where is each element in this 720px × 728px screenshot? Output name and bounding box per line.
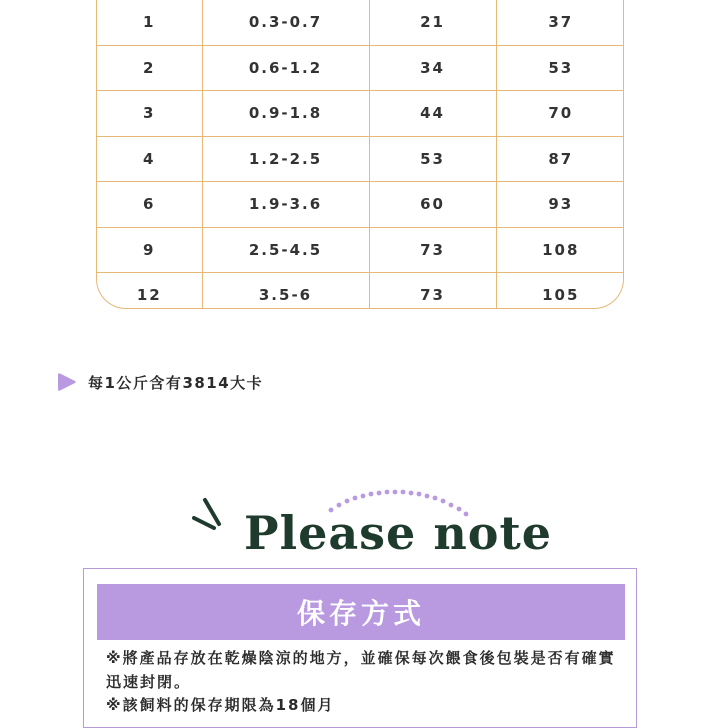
- table-cell: 12: [97, 273, 202, 310]
- table-cell: 4: [97, 136, 202, 182]
- table-row: [97, 45, 624, 91]
- table-cell: 1.2-2.5: [202, 136, 369, 182]
- table-row: [97, 0, 624, 45]
- storage-title: 保存方式: [296, 597, 425, 630]
- table-cell: 3: [97, 91, 202, 137]
- table-cell: 87: [496, 136, 624, 182]
- table-cell: 93: [496, 182, 624, 228]
- table-cell: 2.5-4.5: [202, 227, 369, 273]
- feeding-table: [96, 0, 624, 309]
- table-cell: 0.9-1.8: [202, 91, 369, 137]
- storage-title-bar: [97, 584, 625, 640]
- table-cell: 3.5-6: [202, 273, 369, 310]
- storage-box: [83, 568, 637, 728]
- table-cell: 37: [496, 0, 624, 45]
- table-cell: 2: [97, 45, 202, 91]
- table-cell: 60: [369, 182, 496, 228]
- feeding-table-grid: [97, 0, 624, 309]
- table-cell: 108: [496, 227, 624, 273]
- table-cell: 53: [496, 45, 624, 91]
- calorie-text: 每1公斤含有3814大卡: [88, 373, 264, 392]
- storage-line: ※將產品存放在乾燥陰涼的地方，並確保每次餵食後包裝是否有確實迅速封閉。: [106, 649, 616, 691]
- table-cell: 1: [97, 0, 202, 45]
- storage-line: ※該飼料的保存期限為18個月: [106, 696, 335, 714]
- play-triangle-icon: [56, 371, 78, 393]
- table-cell: 70: [496, 91, 624, 137]
- storage-text: [106, 647, 626, 718]
- table-cell: 73: [369, 227, 496, 273]
- table-cell: 1.9-3.6: [202, 182, 369, 228]
- table-row: [97, 91, 624, 137]
- table-row: [97, 227, 624, 273]
- table-cell: 6: [97, 182, 202, 228]
- table-cell: 9: [97, 227, 202, 273]
- table-cell: 0.3-0.7: [202, 0, 369, 45]
- table-cell: 21: [369, 0, 496, 45]
- table-cell: 0.6-1.2: [202, 45, 369, 91]
- table-cell: 34: [369, 45, 496, 91]
- table-cell: 44: [369, 91, 496, 137]
- table-cell: 105: [542, 286, 580, 305]
- please-note-heading: Please note: [244, 506, 552, 560]
- table-cell: 53: [369, 136, 496, 182]
- table-row: [97, 273, 624, 310]
- calorie-note: [56, 370, 263, 394]
- table-row: [97, 136, 624, 182]
- table-cell: 73: [369, 273, 496, 310]
- table-row: [97, 182, 624, 228]
